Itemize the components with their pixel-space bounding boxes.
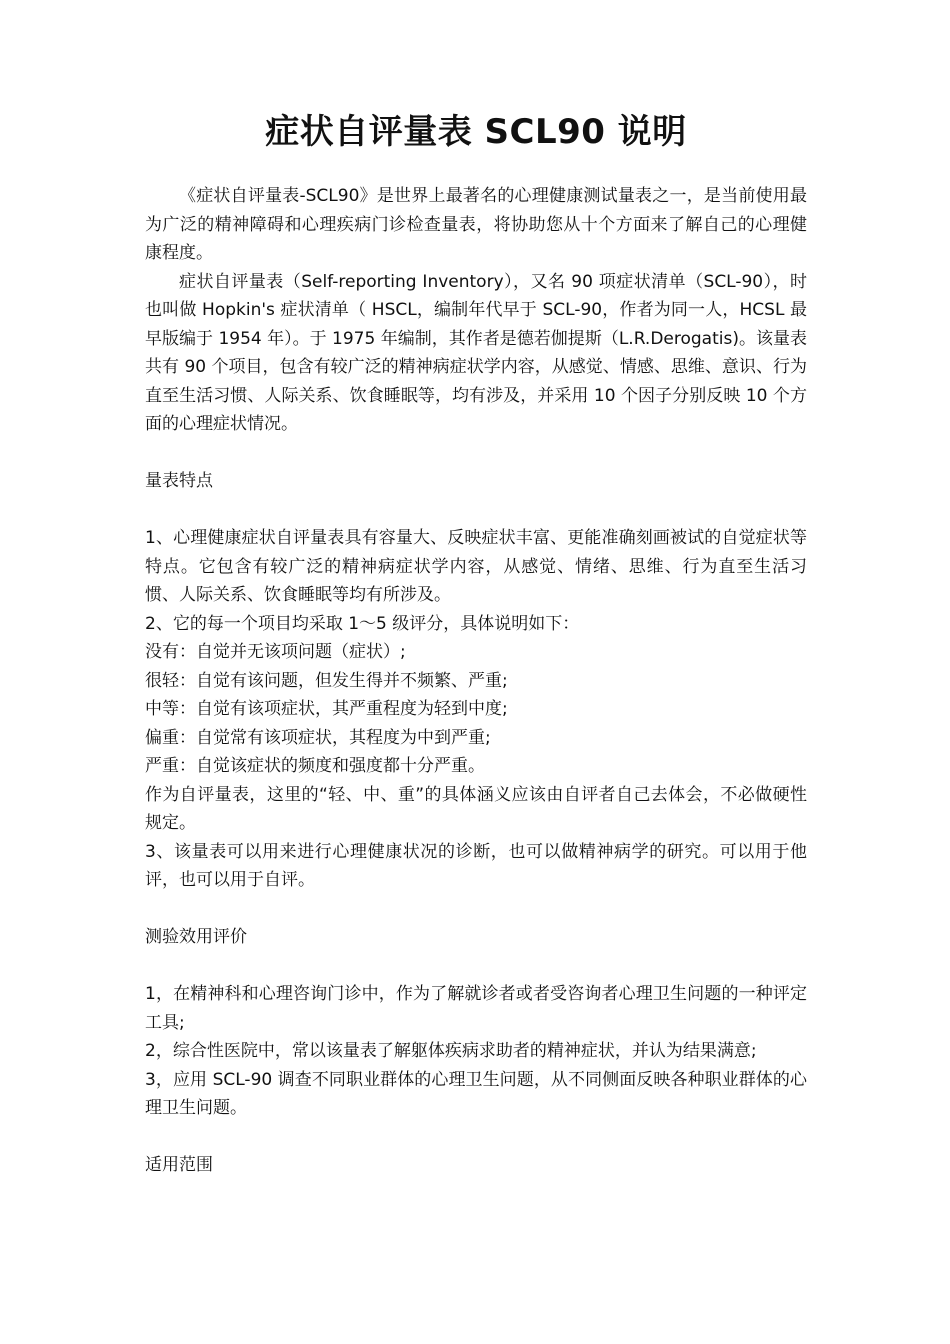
rating-note: 作为自评量表，这里的“轻、中、重”的具体涵义应该由自评者自己去体会，不必做硬性规定。 xyxy=(145,784,807,833)
rating-level-severe: 严重：自觉该症状的频度和强度都十分严重。 xyxy=(145,756,485,776)
features-item-2: 2、它的每一个项目均采取 1～5 级评分，具体说明如下： xyxy=(145,613,580,634)
validity-item-3: 3，应用 SCL-90 调查不同职业群体的心理卫生问题，从不同侧面反映各种职业群体的心理卫生问题。 xyxy=(145,1069,807,1118)
rating-level-mild: 很轻：自觉有该问题，但发生得并不频繁、严重; xyxy=(145,670,508,691)
rating-level-moderate: 中等：自觉有该项症状，其严重程度为轻到中度; xyxy=(145,699,508,719)
validity-item-2: 2，综合性医院中，常以该量表了解躯体疾病求助者的精神症状，并认为结果满意; xyxy=(145,1041,757,1061)
section-heading-scope: 适用范围 xyxy=(145,1155,213,1175)
rating-level-none: 没有：自觉并无该项问题（症状）; xyxy=(145,642,406,662)
features-item-1: 1、心理健康症状自评量表具有容量大、反映症状丰富、更能准确刻画被试的自觉症状等特点。它包含有较广泛的精神病症状学内容，从感觉、情绪、思维、行为直至生活习惯、人际关系、饮食睡眠等均有所涉及。 xyxy=(145,528,807,605)
document-title: 症状自评量表 SCL90 说明 xyxy=(265,112,687,152)
validity-item-1: 1，在精神科和心理咨询门诊中，作为了解就诊者或者受咨询者心理卫生问题的一种评定工具; xyxy=(145,984,807,1033)
section-heading-features: 量表特点 xyxy=(145,471,213,491)
features-item-3: 3、该量表可以用来进行心理健康状况的诊断，也可以做精神病学的研究。可以用于他评，也可以用于自评。 xyxy=(145,841,807,890)
intro-paragraph-2: 症状自评量表（Self-reporting Inventory），又名 90 项症状清单（SCL-90），时也叫做 Hopkin's 症状清单（ HSCL，编制年代早于 SCL-90，作者为同一人，HCSL 最早版编于 1954 年）。于 1975 年编制，其作者是德若伽提斯（L.R.Derogatis)。该量表共有 90 个项目，包含有较广泛的精神病症状学内容，从感觉、情感、思维、意识、行为直至生活习惯、人际关系、饮食睡眠等，均有涉及，并采用 10 个因子分别反映 10 个方面的心理症状情况。 xyxy=(145,271,807,434)
rating-level-fairly-severe: 偏重：自觉常有该项症状，其程度为中到严重; xyxy=(145,727,491,748)
intro-paragraph-1: 《症状自评量表-SCL90》是世界上最著名的心理健康测试量表之一，是当前使用最为广泛的精神障碍和心理疾病门诊检查量表，将协助您从十个方面来了解自己的心理健康程度。 xyxy=(145,186,807,263)
section-heading-validity: 测验效用评价 xyxy=(145,927,247,947)
document-body xyxy=(145,182,807,1180)
